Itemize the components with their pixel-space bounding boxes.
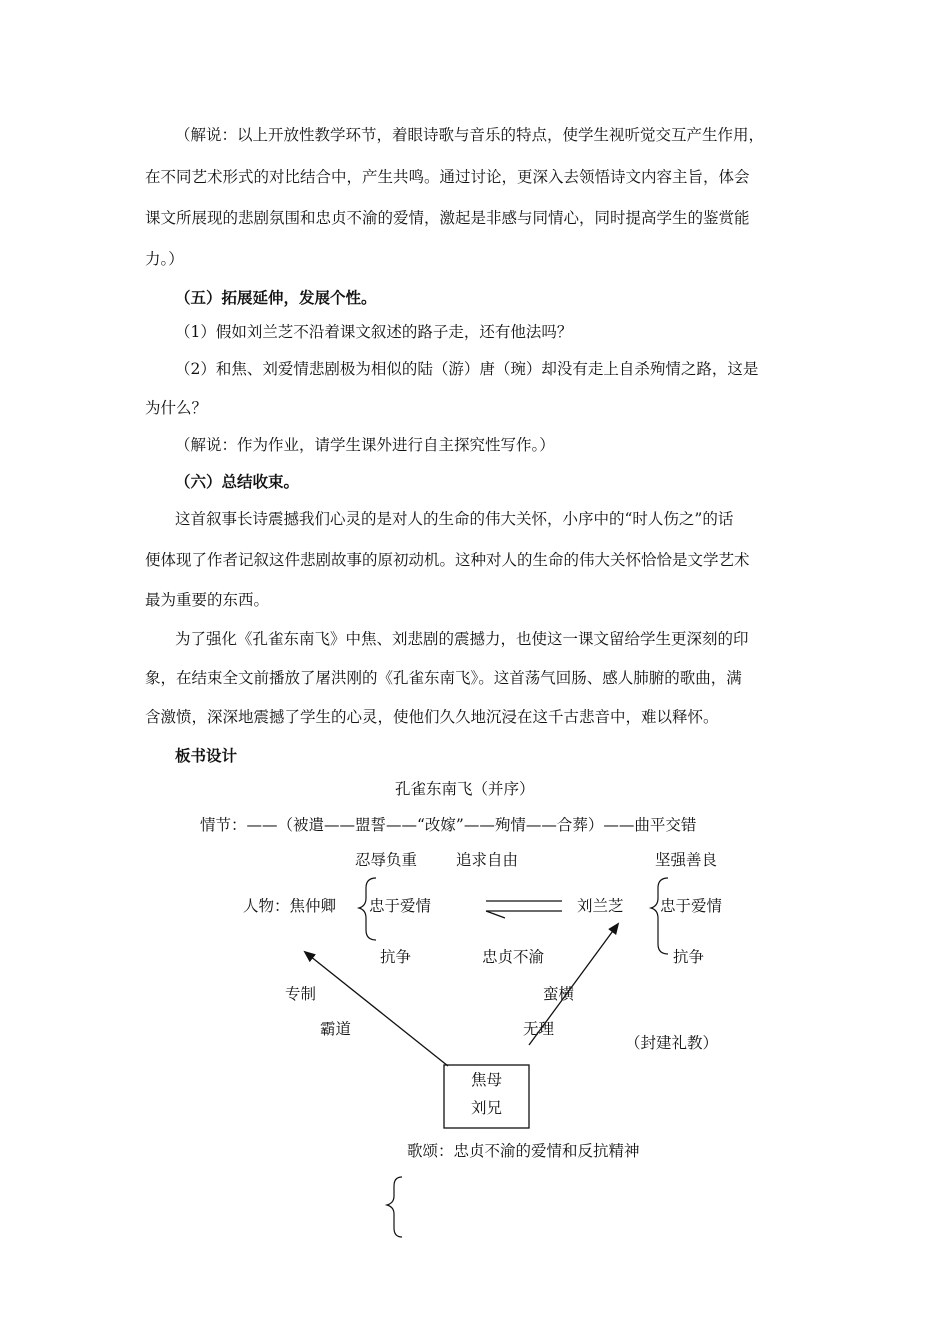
question-1: （1）假如刘兰芝不沿着课文叙述的路子走，还有他法吗？ xyxy=(175,323,573,341)
right-brace xyxy=(651,878,668,954)
word-barbaric: 蛮横 xyxy=(543,985,575,1003)
song-line-3: 含激愤，深深地震撼了学生的心灵，使他们久久地沉浸在这千古悲音中，难以释怀。 xyxy=(145,708,719,726)
question-2-line-1: （2）和焦、刘爱情悲剧极为相似的陆（游）唐（琬）却没有走上自杀殉情之路，这是 xyxy=(175,360,759,378)
board-title: 孔雀东南飞（并序） xyxy=(395,780,535,798)
liu-trait-bottom: 抗争 xyxy=(673,948,705,966)
homework-note: （解说：作为作业，请学生课外进行自主探究性写作。） xyxy=(175,436,555,454)
shared-trait-bottom: 忠贞不渝 xyxy=(482,948,545,966)
word-tyrannical: 霸道 xyxy=(320,1020,352,1038)
summary-line-3: 最为重要的东西。 xyxy=(145,591,270,609)
word-unreasonable: 无理 xyxy=(523,1020,555,1038)
liu-trait-top: 坚强善良 xyxy=(655,851,718,869)
section-six-heading: （六）总结收束。 xyxy=(175,472,300,491)
summary-line-1: 这首叙事长诗震撼我们心灵的是对人的生命的伟大关怀，小序中的“时人伤之”的话 xyxy=(175,510,734,528)
liu-trait-mid: 忠于爱情 xyxy=(660,897,723,915)
summary-line-2: 便体现了作者记叙这件悲剧故事的原初动机。这种对人的生命的伟大关怀恰恰是文学艺术 xyxy=(145,551,750,569)
liu-name: 刘兰芝 xyxy=(577,897,624,915)
board-design-heading: 板书设计 xyxy=(175,746,238,765)
word-despotic: 专制 xyxy=(285,985,317,1003)
song-line-1: 为了强化《孔雀东南飞》中焦、刘悲剧的震撼力，也使这一课文留给学生更深刻的印 xyxy=(175,630,749,648)
jiao-trait-bottom: 抗争 xyxy=(380,948,412,966)
question-2-line-2: 为什么？ xyxy=(145,399,208,417)
explanation-line-2: 在不同艺术形式的对比结合中，产生共鸣。通过讨论，更深入去领悟诗文内容主旨，体会 xyxy=(145,168,750,186)
relation-line-hook xyxy=(486,911,505,918)
explanation-line-4: 力。） xyxy=(145,250,184,268)
arrow-to-jiao xyxy=(305,948,448,1066)
jiao-trait-top: 忍辱负重 xyxy=(355,851,418,869)
feudal-ethics-label: （封建礼教） xyxy=(625,1034,719,1052)
bottom-brace xyxy=(387,1177,402,1237)
box-line-mother: 焦母 xyxy=(471,1071,503,1089)
box-line-brother: 刘兄 xyxy=(471,1099,503,1117)
praise-line: 歌颂：忠贞不渝的爱情和反抗精神 xyxy=(407,1142,640,1160)
jiao-trait-mid: 忠于爱情 xyxy=(369,897,432,915)
plot-line: 情节：——（被遣——盟誓——“改嫁”——殉情——合葬）——曲平交错 xyxy=(200,816,697,834)
song-line-2: 象，在结束全文前播放了屠洪刚的《孔雀东南飞》。这首荡气回肠、感人肺腑的歌曲，满 xyxy=(145,669,742,687)
section-five-heading: （五）拓展延伸，发展个性。 xyxy=(175,288,377,307)
explanation-line-3: 课文所展现的悲剧氛围和忠贞不渝的爱情，激起是非感与同情心，同时提高学生的鉴赏能 xyxy=(145,209,750,227)
shared-trait-top: 追求自由 xyxy=(456,851,519,869)
explanation-line-1: （解说：以上开放性教学环节，着眼诗歌与音乐的特点，使学生视听觉交互产生作用， xyxy=(175,126,765,144)
characters-label: 人物：焦仲卿 xyxy=(243,897,337,915)
